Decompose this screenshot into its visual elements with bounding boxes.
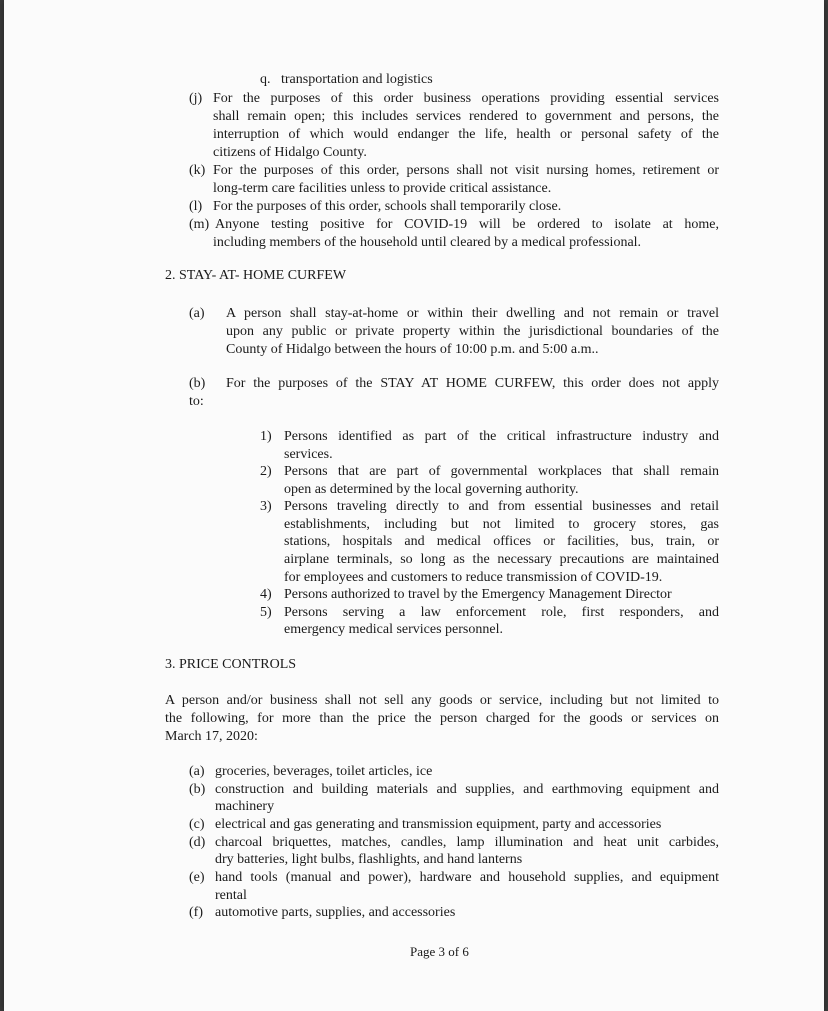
list-item-j-line: interruption of which would endanger the life, health or personal safety of the [213,127,719,142]
list-marker-k: (k) [189,163,206,178]
list-marker-m: (m) [189,217,210,232]
price-item-b-line: machinery [215,799,275,814]
exception-3-line: establishments, including but not limited to grocery stores, gas [284,517,719,532]
curfew-a-line: upon any public or private property within the jurisdictional boundaries of the [226,324,719,339]
list-item-m-line: Anyone testing positive for COVID-19 will be ordered to isolate at home, [215,217,719,232]
exception-2-line: open as determined by the local governing authority. [284,482,579,497]
price-item-a-line: groceries, beverages, toilet articles, ice [215,764,433,779]
price-intro-line: the following, for more than the price the person charged for the goods or services on [165,711,719,726]
exception-1-line: services. [284,447,333,462]
list-item-j-line: shall remain open; this includes services rendered to government and persons, the [213,109,719,124]
list-marker-j: (j) [189,91,203,106]
list-item-k-line: long-term care facilities unless to provide critical assistance. [213,181,552,196]
curfew-marker-a: (a) [189,306,205,321]
exception-5-line: emergency medical services personnel. [284,622,503,637]
exception-marker-1: 1) [260,429,272,444]
list-item-k-line: For the purposes of this order, persons shall not visit nursing homes, retirement or [213,163,719,178]
exception-marker-4: 4) [260,587,272,602]
price-marker-e: (e) [189,870,205,885]
list-marker-q: q. [260,72,271,87]
exception-marker-5: 5) [260,605,272,620]
curfew-b-line: to: [189,394,204,409]
list-item-j-line: citizens of Hidalgo County. [213,145,367,160]
exception-1-line: Persons identified as part of the critical infrastructure industry and [284,429,719,444]
price-item-b-line: construction and building materials and supplies, and earthmoving equipment and [215,782,719,797]
curfew-marker-b: (b) [189,376,206,391]
curfew-a-line: A person shall stay-at-home or within their dwelling and not remain or travel [226,306,719,321]
list-item-m-line: including members of the household until cleared by a medical professional. [213,235,642,250]
list-item-q-text: transportation and logistics [281,72,433,87]
price-marker-a: (a) [189,764,205,779]
exception-3-line: airplane terminals, so long as the necessary precautions are maintained [284,552,719,567]
exception-3-line: stations, hospitals and medical offices or facilities, bus, train, or [284,534,719,549]
page-number: Page 3 of 6 [410,944,469,959]
price-item-f-line: automotive parts, supplies, and accessories [215,905,456,920]
exception-2-line: Persons that are part of governmental workplaces that shall remain [284,464,719,479]
list-marker-l: (l) [189,199,203,214]
price-intro-line: March 17, 2020: [165,729,258,744]
price-item-e-line: hand tools (manual and power), hardware and household supplies, and equipment [215,870,719,885]
document-page [4,0,824,1011]
price-item-d-line: charcoal briquettes, matches, candles, lamp illumination and heat unit carbides, [215,835,719,850]
price-item-e-line: rental [215,888,247,903]
price-marker-f: (f) [189,905,203,920]
exception-3-line: Persons traveling directly to and from essential businesses and retail [284,499,719,514]
price-item-c-line: electrical and gas generating and transmission equipment, party and accessories [215,817,662,832]
list-item-l-line: For the purposes of this order, schools shall temporarily close. [213,199,562,214]
curfew-b-line: For the purposes of the STAY AT HOME CURFEW, this order does not apply [226,376,719,391]
price-marker-b: (b) [189,782,206,797]
price-marker-c: (c) [189,817,205,832]
price-intro-line: A person and/or business shall not sell any goods or service, including but not limited to [165,693,719,708]
price-item-d-line: dry batteries, light bulbs, flashlights, and hand lanterns [215,852,523,867]
exception-3-line: for employees and customers to reduce transmission of COVID-19. [284,570,663,585]
price-marker-d: (d) [189,835,206,850]
exception-marker-2: 2) [260,464,272,479]
section-heading-price-controls: 3. PRICE CONTROLS [165,657,297,672]
exception-marker-3: 3) [260,499,272,514]
list-item-j-line: For the purposes of this order business operations providing essential services [213,91,719,106]
curfew-a-line: County of Hidalgo between the hours of 10:00 p.m. and 5:00 a.m.. [226,342,599,357]
section-heading-curfew: 2. STAY- AT- HOME CURFEW [165,268,347,283]
exception-4-line: Persons authorized to travel by the Emergency Management Director [284,587,672,602]
exception-5-line: Persons serving a law enforcement role, first responders, and [284,605,719,620]
